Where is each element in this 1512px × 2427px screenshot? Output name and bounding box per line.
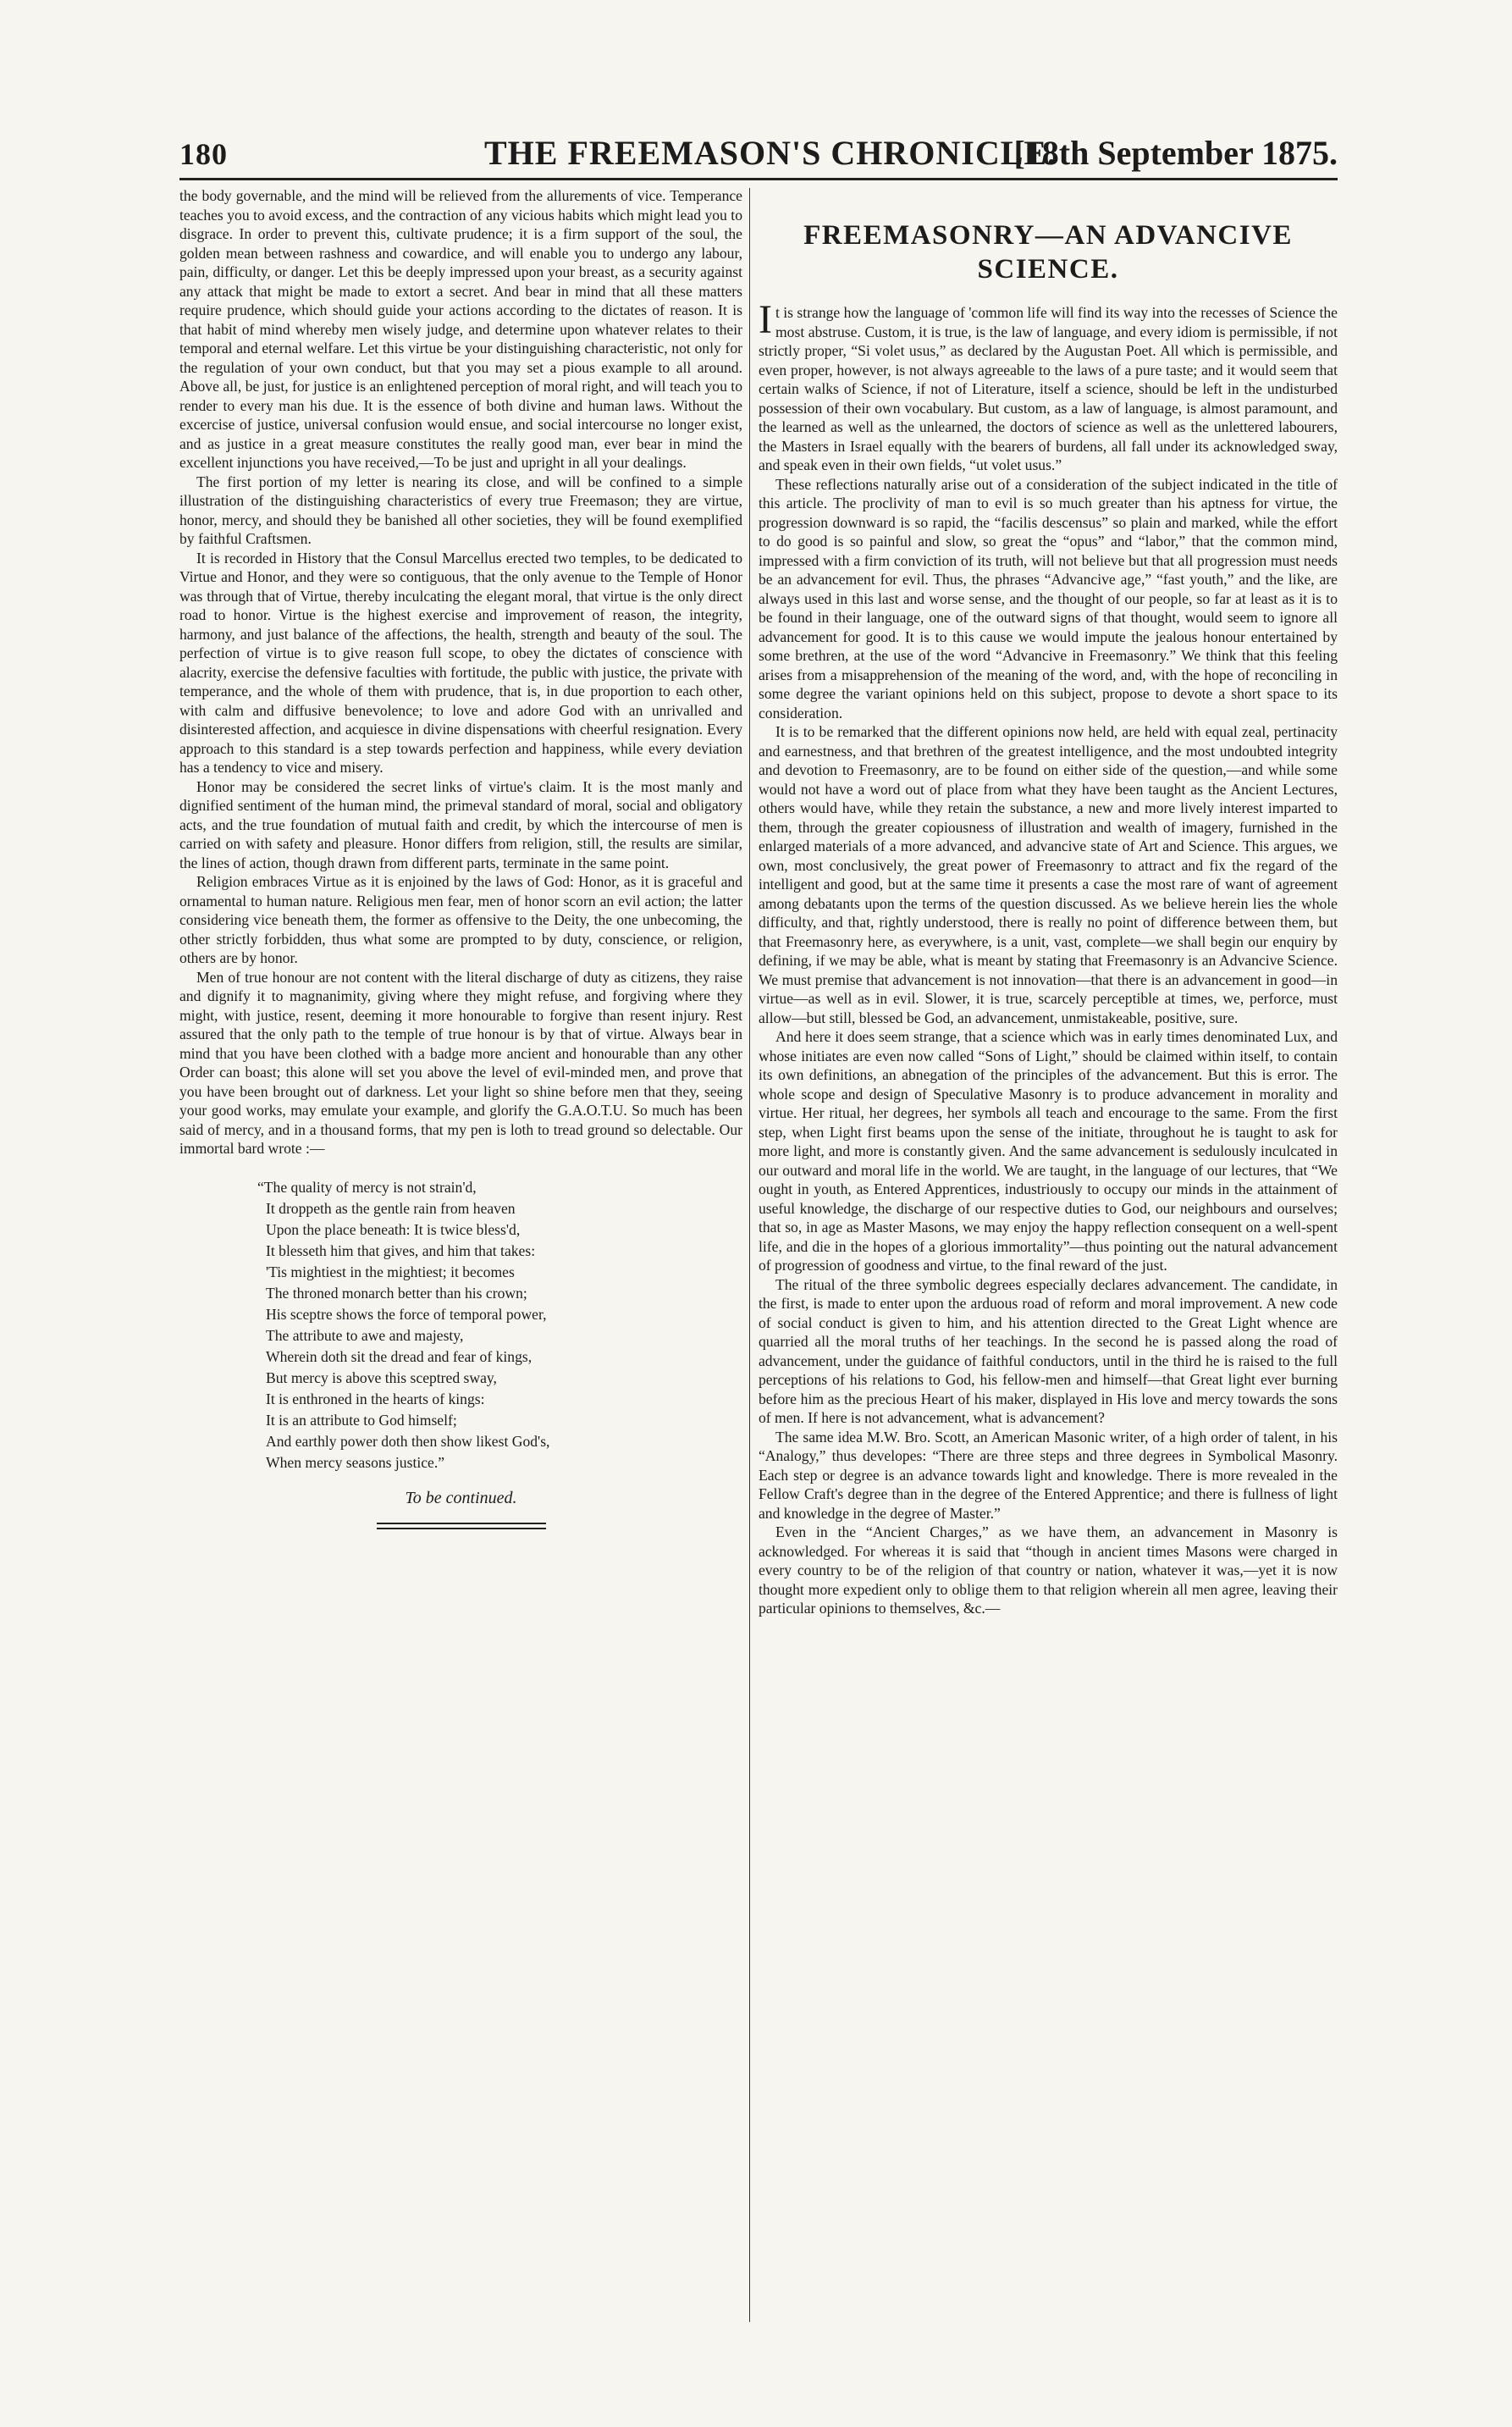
verse-line: It droppeth as the gentle rain from heaven <box>266 1199 516 1217</box>
left-paragraph-6: Men of true honour are not content with the literal discharge of duty as citizens, they raise and dignify it to magnanimity, giving where they might refuse, and forgiving where they might, with justice, resent, deeming it more honourable to forgive than resent injury. Rest assured that the only path to the temple of true honour is by that of virtue. Always bear in mind that you have been clothed with a badge more ancient and honourable than any other Order can boast; this alone will set you above the level of evil-minded men, and prove that you have been brought out of darkness. Let your light so shine before men that they, seeing your good works, may emulate your example, and glorify the G.A.O.T.U. So much has been said of mercy, and in a thousand forms, that my pen is loth to tread ground so delectable. Our immortal bard wrote :— <box>179 968 742 1157</box>
masthead <box>179 131 1338 182</box>
verse-line: The attribute to awe and majesty, <box>266 1326 464 1344</box>
verse-line: It is an attribute to God himself; <box>266 1411 457 1429</box>
to-be-continued: To be continued. <box>405 1488 517 1507</box>
verse-line: Upon the place beneath: It is twice bless'd, <box>266 1220 521 1238</box>
right-paragraph-5: The ritual of the three symbolic degrees especially declares advancement. The candidate, in the first, is made to enter upon the arduous road of reform and moral improvement. A new code of social conduct is given to him, and his attention directed to the Great Light whence are quarried all the moral truths of her teachings. In the second he is passed along the road of advancement, under the guidance of faithful conductors, until in the third he is raised to the full perceptions of his relations to God, his fellow-men and himself—that Great light ever burning before him as the precious Heart of his maker, displayed in His love and mercy towards the sons of men. If here is not advancement, what is advancement? <box>759 1275 1338 1426</box>
end-rule <box>377 1523 546 1529</box>
verse-line: When mercy seasons justice.” <box>266 1453 445 1471</box>
left-paragraph-3: It is recorded in History that the Consul Marcellus erected two temples, to be dedicated to Virtue and Honor, and they were so contiguous, that the only avenue to the Temple of Honor was through that of Virtue, thereby inculcating the elegant moral, that virtue is the only direct road to honor. Virtue is the highest exercise and improvement of reason, the integrity, harmony, and just balance of the affections, the health, strength and beauty of the soul. The perfection of virtue is to give reason full scope, to obey the dictates of conscience with alacrity, exercise the defensive faculties with fortitude, the public with justice, the private with temperance, and the whole of them with prudence, that is, in due proportion to each other, with calm and diffusive benevolence; to love and adore God with an unrivalled and disinterested affection, and acquiesce in divine dispensations with cheerful resignation. Every approach to this standard is a step towards perfection and happiness, while every deviation has a tendency to vice and misery. <box>179 549 742 776</box>
verse-line: The throned monarch better than his crown; <box>266 1284 527 1302</box>
journal-title: THE FREEMASON'S CHRONICLE. <box>484 134 1057 172</box>
verse-line: But mercy is above this sceptred sway, <box>266 1368 497 1386</box>
article-title: FREEMASONRY—AN ADVANCIVE SCIENCE. <box>803 220 1293 285</box>
right-paragraph-6: The same idea M.W. Bro. Scott, an American Masonic writer, of a high order of talent, in his “Analogy,” thus developes: “There are three steps and three degrees in Symbolical Masonry. Each step or degree is an advance towards light and knowledge. There is more revealed in the Fellow Craft's degree than in the degree of the Entered Apprentice; and there is fullness of light and knowledge in the degree of Master.” <box>759 1428 1338 1522</box>
masthead-rule <box>179 178 1338 180</box>
verse-line: His sceptre shows the force of temporal power, <box>266 1305 547 1323</box>
right-paragraph-1: It is strange how the language of 'common life will find its way into the recesses of Science the most abstruse. Custom, it is true, is the law of language, and every idiom is permissible, if not strictly proper, “Si volet usus,” as declared by the Augustan Poet. All which is permissible, and even proper, however, is not always agreeable to the laws of a pure taste; and it would seem that certain walks of Science, if not of Literature, itself a science, should be left in the undisturbed possession of their own vocabulary. But custom, as a law of language, is almost paramount, and the learned as well as the unlearned, the doctors of science as well as the unlettered labourers, the Masters in Israel equally with the bearers of burdens, all fall under its acknowledged sway, and speak even in their own fields, “ut volet usus.” <box>759 297 1338 473</box>
verse-line: It blesseth him that gives, and him that takes: <box>266 1241 536 1259</box>
right-paragraph-7: Even in the “Ancient Charges,” as we have them, an advancement in Masonry is acknowledged. For whereas it is said that “though in ancient times Masons were charged in every country to be of the religion of that country or nation, whatever it was,—yet it is now thought more expedient only to oblige them to that religion wherein all men agree, leaving their particular opinions to themselves, &c.— <box>759 1523 1338 1617</box>
verse-line: “The quality of mercy is not strain'd, <box>257 1178 477 1196</box>
left-paragraph-4: Honor may be considered the secret links of virtue's claim. It is the most manly and dignified sentiment of the human mind, the primeval standard of moral, social and obligatory acts, and the true foundation of mutual faith and credit, by which the intercourse of men is carried on with safety and pleasure. Honor differs from religion, still, the results are similar, the lines of action, though drawn from different parts, terminate in the same point. <box>179 777 742 871</box>
poem-verse <box>257 1177 742 1473</box>
left-column <box>179 186 742 1529</box>
verse-line: And earthly power doth then show likest God's, <box>266 1432 550 1450</box>
right-paragraph-3: It is to be remarked that the different opinions now held, are held with equal zeal, pertinacity and earnestness, and that brethren of the greatest intelligence, and the most undoubted integrity and devotion to Freemasonry, are to be found on either side of the question,—and while some would not have a word out of place from what they have been taught as the Ancient Lectures, others would have, while they retain the substance, a new and more lively interest imparted to them, through the greater copiousness of illustration and wealth of imagery, furnished in the enlarged materials of a more advanced, and advancive state of Art and Science. This argues, we own, most conclusively, the great power of Freemasonry to attract and fix the regard of the intelligent and good, but at the same time it presents a case the most rare of want of agreement among debatants upon the terms of the question discussed. As we believe herein lies the whole difficulty, and that, rightly understood, there is really no point of difference between them, but that Freemasonry here, as everywhere, is a unit, vast, complete—we shall begin our enquiry by defining, if we may be able, what is meant by stating that Freemasonry is an Advancive Science. We must premise that advancement is not innovation—that there is an advancement in good—in virtue—as well as in evil. Slower, it is true, scarcely perceptible at times, we, perforce, must allow—but still, blessed be God, an advancement, unmistakeable, positive, sure. <box>759 723 1338 1026</box>
verse-line: Wherein doth sit the dread and fear of kings, <box>266 1347 533 1365</box>
issue-date: [18th September 1875. <box>1013 134 1338 172</box>
left-paragraph-2: The first portion of my letter is nearing its close, and will be confined to a simple illustration of the distinguishing characteristics of every true Freemason; they are virtue, honor, mercy, and should they be banished all other societies, they will be found exemplified by faithful Craftsmen. <box>179 473 742 547</box>
verse-line: It is enthroned in the hearts of kings: <box>266 1390 485 1407</box>
left-paragraph-5: Religion embraces Virtue as it is enjoined by the laws of God: Honor, as it is graceful and ornamental to human nature. Religious men fear, men of honor scorn an evil action; the latter considering vice beneath them, the former as offensive to the Deity, the one unbecoming, the other strictly forbidden, thus what some are prompted to by duty, conscience, or religion, others are by honor. <box>179 873 742 966</box>
verse-line: 'Tis mightiest in the mightiest; it becomes <box>266 1263 515 1280</box>
page-number: 180 <box>179 137 228 171</box>
right-paragraph-4: And here it does seem strange, that a science which was in early times denominated Lux, and whose initiates are even now called “Sons of Light,” should be claimed within itself, to contain its own definitions, an abnegation of the principles of the advancement. But this is error. The whole scope and design of Speculative Masonry is to produce advancement in morality and virtue. Her ritual, her degrees, her symbols all teach and encourage to the same. From the first step, when Light first beams upon the sense of the initiate, throughout he is taught to ask for more light, and more is constantly given. And the same advancement is sedulously inculcated in our outward and moral life in the world. We are taught, in the language of our lectures, that “We ought in youth, as Entered Apprentices, industriously to occupy our minds in the attainment of useful knowledge, the discharge of our respective duties to God, our neighbours and ourselves; that so, in age as Master Masons, we may enjoy the happy reflection consequent on a well-spent life, and die in the hopes of a glorious immortality”—thus pointing out the natural advancement of progression of goodness and virtue, to the final reward of the just. <box>759 1028 1338 1274</box>
column-divider <box>749 188 750 2322</box>
right-paragraph-2: These reflections naturally arise out of a consideration of the subject indicated in the title of this article. The proclivity of man to evil is so much greater than his aptness for virtue, the progression downward is so rapid, the “facilis descensus” so plain and marked, while the effort to do good is so painful and slow, so great the “opus” and “labor,” that the common mind, impressed with a firm conviction of its truth, will not believe but that all progression must needs be an advancement for evil. Thus, the phrases “Advancive age,” “fast youth,” and the like, are always used in this last and worse sense, and the thought of our people, so far at least as it is to be found in their language, one of the outward signs of that thought, would seem to ignore all advancement for good. It is to this cause we would impute the jealous honour entertained by some brethren, at the use of the word “Advancive in Freemasonry.” We think that this feeling arises from a misapprehension of the meaning of the word, and, with the hope of reconciling in some degree the variant opinions held on this subject, propose to devote a short space to its consideration. <box>759 475 1338 721</box>
right-column <box>759 186 1338 1618</box>
left-paragraph-1: the body governable, and the mind will be relieved from the allurements of vice. Temperance teaches you to avoid excess, and the contraction of any vicious habits which might lead you to disgrace. In order to prevent this, cultivate prudence; it is a firm support of the soul, the golden mean between rashness and cowardice, and will enable you to undergo any labour, pain, difficulty, or danger. Let this be deeply impressed upon your breast, as a security against any attack that might be made to extort a secret. And bear in mind that all these matters require prudence, which should guide your actions according to the dictates of reason. It is that habit of mind whereby men wisely judge, and determine upon whatever relates to their temporal and eternal welfare. Let this virtue be your distinguishing characteristic, not only for the regulation of your own conduct, but that you may set a pious example to all around. Above all, be just, for justice is an enlightened perception of moral right, and will teach you to render to every man his due. It is the essence of both divine and human laws. Without the excercise of justice, universal confusion would ensue, and social intercourse no longer exist, and as justice in a great measure constitutes the really good man, ever bear in mind the excellent injunctions you have received,—To be just and upright in all your dealings. <box>179 187 742 471</box>
